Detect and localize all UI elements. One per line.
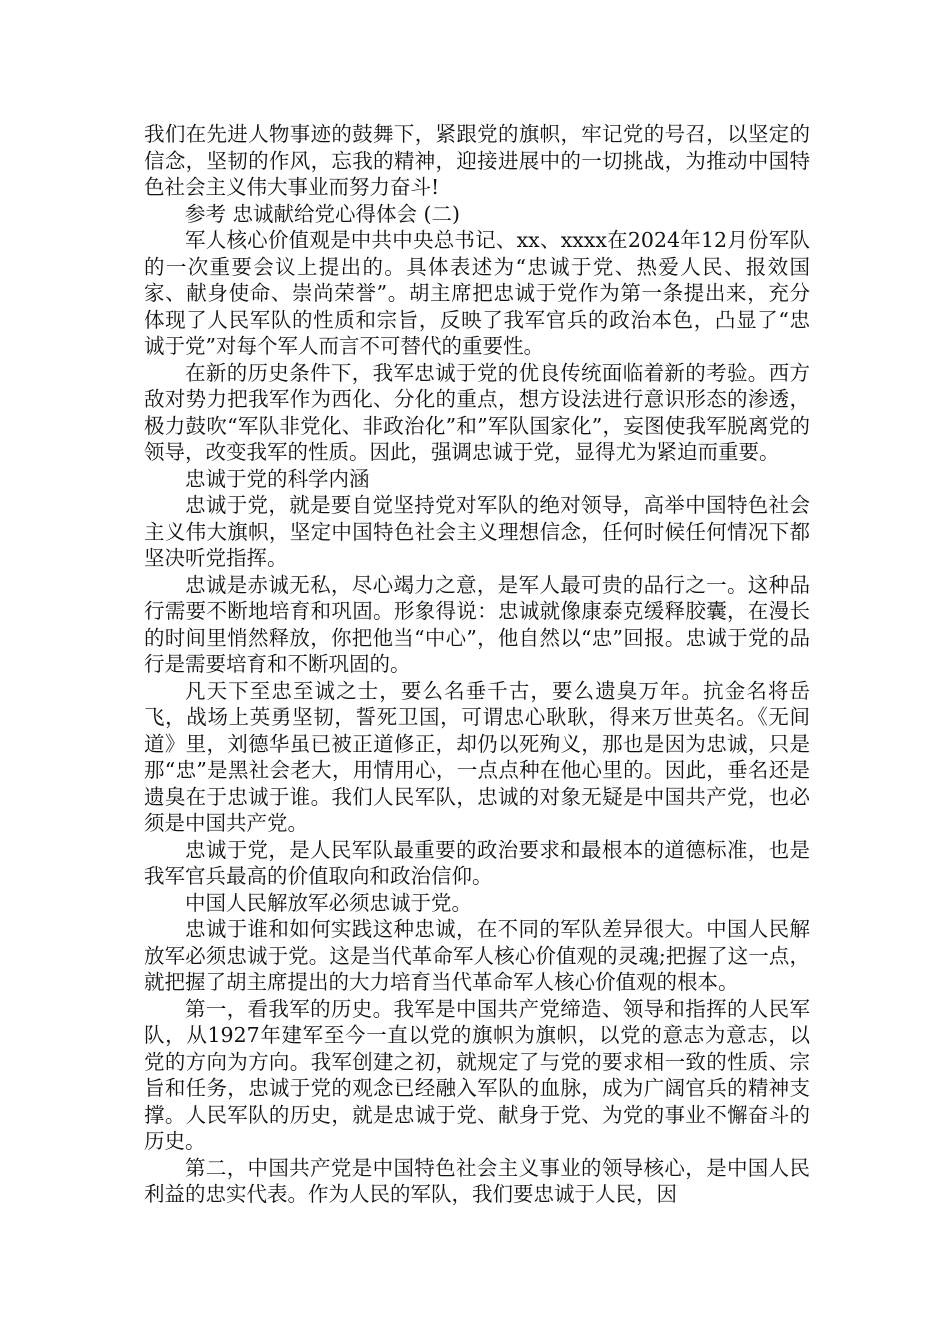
subheading-pla-loyalty: 中国人民解放军必须忠诚于党。 [185,890,472,915]
paragraph-loyalty-to-whom: 忠诚于谁和如何实践这种忠诚，在不同的军队差异很大。中国人民解放军必须忠诚于党。这是当代革命军人核心价值观的灵魂;把握了这一点，就把握了胡主席提出的大力培育当代革命军人核心价值观的根本。 [144,917,810,994]
section-heading-reference: 参考 忠诚献给党心得体会 (二) [185,201,461,226]
paragraph-core-values: 军人核心价值观是中共中央总书记、xx、xxxx在2024年12月份军队的一次重要会议上提出的。具体表述为“忠诚于党、热爱人民、报效国家、献身使命、崇尚荣誉”。胡主席把忠诚于党作为第一条提出来，充分体现了人民军队的性质和宗旨，反映了我军官兵的政治本色，凸显了“忠诚于党”对每个军人而言不可替代的重要性。 [144,228,810,358]
paragraph-new-conditions: 在新的历史条件下，我军忠诚于党的优良传统面临着新的考验。西方敌对势力把我军作为西化、分化的重点，想方设法进行意识形态的渗透，极力鼓吹“军队非党化、非政治化”和”军队国家化”，妄图使我军脱离党的领导，改变我军的性质。因此，强调忠诚于党，显得尤为紧迫而重要。 [144,360,810,464]
paragraph-political-requirement: 忠诚于党，是人民军队最重要的政治要求和最根本的道德标准，也是我军官兵最高的价值取向和政治信仰。 [144,837,810,888]
paragraph-historic-loyalty: 凡天下至忠至诚之士，要么名垂千古，要么遗臭万年。抗金名将岳飞，战场上英勇坚韧，誓死卫国，可谓忠心耿耿，得来万世英名。《无间道》里，刘德华虽已被正道修正，却仍以死殉义，那也是因为忠诚，只是那“忠”是黑社会老大，用情用心，一点点种在他心里的。因此，垂名还是遗臭在于忠诚于谁。我们人民军队，忠诚的对象无疑是中国共产党，也必须是中国共产党。 [144,678,810,835]
paragraph-first-history: 第一，看我军的历史。我军是中国共产党缔造、领导和指挥的人民军队，从1927年建军至今一直以党的旗帜为旗帜，以党的意志为意志，以党的方向为方向。我军创建之初，就规定了与党的要求相一致的性质、宗旨和任务，忠诚于党的观念已经融入军队的血脉，成为广阔官兵的精神支撑。人民军队的历史，就是忠诚于党、献身于党、为党的事业不懈奋斗的历史。 [144,996,810,1153]
paragraph-closing: 我们在先进人物事迹的鼓舞下，紧跟党的旗帜，牢记党的号召，以坚定的信念，坚韧的作风，忘我的精神，迎接进展中的一切挑战，为推动中国特色社会主义伟大事业而努力奋斗! [144,122,810,199]
document-body [144,121,810,1208]
subheading-scientific-meaning: 忠诚于党的科学内涵 [185,466,370,491]
paragraph-second-core: 第二，中国共产党是中国特色社会主义事业的领导核心，是中国人民利益的忠实代表。作为人民的军队，我们要忠诚于人民，因 [144,1155,810,1206]
paragraph-loyalty-definition: 忠诚于党，就是要自觉坚持党对军队的绝对领导，高举中国特色社会主义伟大旗帜，坚定中国特色社会主义理想信念，任何时候任何情况下都坚决听党指挥。 [144,493,810,570]
paragraph-loyalty-quality: 忠诚是赤诚无私，尽心竭力之意，是军人最可贵的品行之一。这种品行需要不断地培育和巩固。形象得说：忠诚就像康泰克缓释胶囊，在漫长的时间里悄然释放，你把他当“中心”，他自然以“忠”回报。忠诚于党的品行是需要培育和不断巩固的。 [144,572,810,676]
